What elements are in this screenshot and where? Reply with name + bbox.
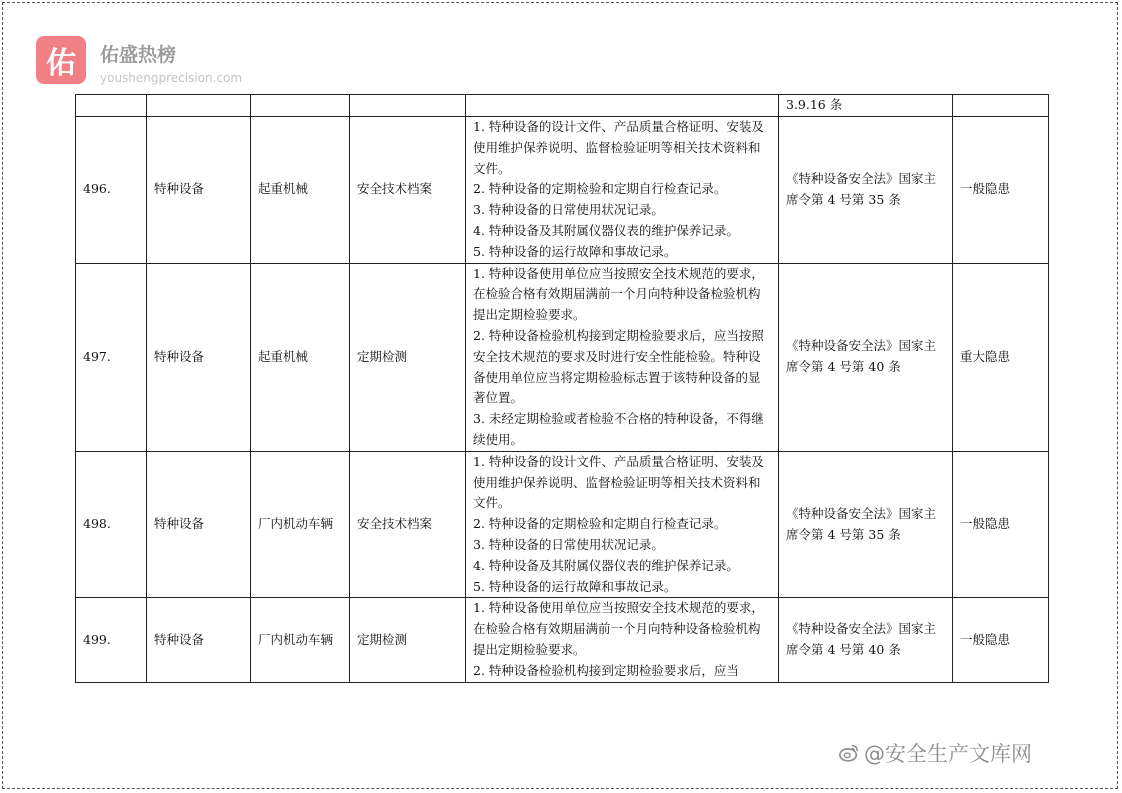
- cell-basis: 3.9.16 条: [779, 95, 953, 117]
- cell-basis: 《特种设备安全法》国家主席令第 4 号第 35 条: [779, 117, 953, 264]
- cell-level: [953, 95, 1049, 117]
- requirement-line: 3. 特种设备的日常使用状况记录。: [473, 536, 664, 552]
- table-row: [76, 451, 1049, 598]
- cell-requirements: [466, 263, 779, 451]
- cell-no: 497.: [76, 263, 147, 451]
- cell-level: 重大隐患: [953, 263, 1049, 451]
- requirement-line: 2. 特种设备检验机构接到定期检验要求后，应当按照安全技术规范的要求及时进行安全性能检验。特种设备使用单位应当将定期检验标志置于该特种设备的显著位置。: [473, 327, 764, 406]
- cell-category: 特种设备: [147, 263, 251, 451]
- cell-requirements: [466, 95, 779, 117]
- cell-category: 特种设备: [147, 598, 251, 682]
- cell-item: 安全技术档案: [350, 117, 466, 264]
- brand-logo: [36, 36, 86, 84]
- hazard-table: [75, 94, 1049, 683]
- cell-basis: 《特种设备安全法》国家主席令第 4 号第 40 条: [779, 263, 953, 451]
- requirement-line: 1. 特种设备的设计文件、产品质量合格证明、安装及使用维护保养说明、监督检验证明等相关技术资料和文件。: [473, 119, 764, 176]
- requirement-line: 2. 特种设备的定期检验和定期自行检查记录。: [473, 516, 727, 532]
- requirement-line: 5. 特种设备的运行故障和事故记录。: [473, 243, 677, 259]
- requirement-line: 1. 特种设备使用单位应当按照安全技术规范的要求，在检验合格有效期届满前一个月向特种设备检验机构提出定期检验要求。: [473, 600, 764, 657]
- cell-item: 定期检测: [350, 263, 466, 451]
- cell-equipment: 厂内机动车辆: [251, 598, 350, 682]
- table-row: [76, 117, 1049, 264]
- requirement-line: 4. 特种设备及其附属仪器仪表的维护保养记录。: [473, 222, 739, 238]
- brand-url: youshengprecision.com: [100, 71, 243, 85]
- cell-category: 特种设备: [147, 117, 251, 264]
- cell-no: 498.: [76, 451, 147, 598]
- table-row: [76, 263, 1049, 451]
- requirement-line: 3. 未经定期检验或者检验不合格的特种设备，不得继续使用。: [473, 411, 764, 447]
- cell-category: 特种设备: [147, 451, 251, 598]
- requirement-line: 2. 特种设备检验机构接到定期检验要求后，应当: [473, 662, 739, 678]
- cell-level: 一般隐患: [953, 117, 1049, 264]
- cell-item: 定期检测: [350, 598, 466, 682]
- cell-requirements: [466, 117, 779, 264]
- brand-name: 佑盛热榜: [100, 44, 177, 66]
- cell-no: 496.: [76, 117, 147, 264]
- cell-item: 安全技术档案: [350, 451, 466, 598]
- cell-basis: 《特种设备安全法》国家主席令第 4 号第 35 条: [779, 451, 953, 598]
- weibo-style-icon: [838, 742, 860, 764]
- requirement-line: 5. 特种设备的运行故障和事故记录。: [473, 578, 677, 594]
- cell-item: [350, 95, 466, 117]
- requirement-line: 1. 特种设备的设计文件、产品质量合格证明、安装及使用维护保养说明、监督检验证明等相关技术资料和文件。: [473, 453, 764, 511]
- cell-no: 499.: [76, 598, 147, 682]
- cell-equipment: 起重机械: [251, 263, 350, 451]
- requirement-line: 4. 特种设备及其附属仪器仪表的维护保养记录。: [473, 557, 739, 573]
- cell-equipment: 厂内机动车辆: [251, 451, 350, 598]
- table-row-continued: [76, 95, 1049, 117]
- cell-requirements: [466, 451, 779, 598]
- cell-equipment: 起重机械: [251, 117, 350, 264]
- requirement-line: 1. 特种设备使用单位应当按照安全技术规范的要求，在检验合格有效期届满前一个月向特种设备检验机构提出定期检验要求。: [473, 265, 764, 323]
- cell-category: [147, 95, 251, 117]
- requirement-line: 2. 特种设备的定期检验和定期自行检查记录。: [473, 181, 727, 197]
- cell-no: [76, 95, 147, 117]
- watermark-text: @安全生产文库网: [864, 742, 1032, 766]
- watermark: [838, 738, 1032, 768]
- requirement-line: 3. 特种设备的日常使用状况记录。: [473, 202, 664, 218]
- cell-level: 一般隐患: [953, 598, 1049, 682]
- cell-requirements: [466, 598, 779, 682]
- brand-logo-char: 佑: [46, 46, 76, 81]
- cell-level: 一般隐患: [953, 451, 1049, 598]
- cell-basis: 《特种设备安全法》国家主席令第 4 号第 40 条: [779, 598, 953, 682]
- table-row: [76, 598, 1049, 682]
- cell-equipment: [251, 95, 350, 117]
